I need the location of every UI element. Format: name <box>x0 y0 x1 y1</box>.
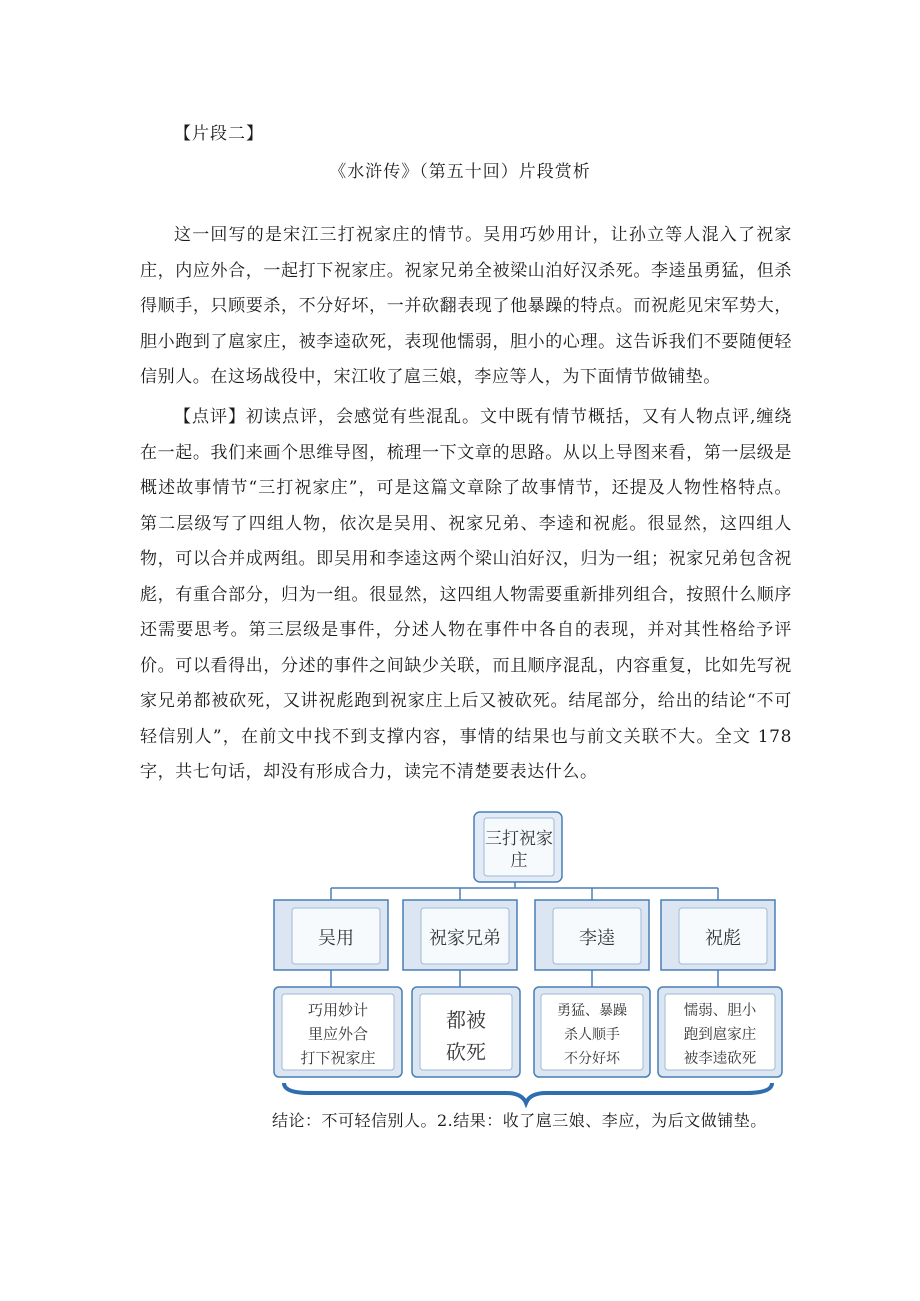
person-node-wuyong <box>274 900 388 970</box>
root-node <box>474 812 562 882</box>
person-node-zhu-brothers <box>403 900 517 970</box>
event-node-4 <box>658 987 782 1077</box>
root-label-line2: 庄 <box>510 851 528 871</box>
event-1-line1: 巧用妙计 <box>307 1001 369 1019</box>
person-node-likui <box>535 900 649 970</box>
mind-map-diagram <box>270 800 790 1110</box>
page-title: 《水浒传》（第五十回）片段赏析 <box>329 162 591 182</box>
comment-paragraph: 【点评】初读点评，会感觉有些混乱。文中既有情节概括，又有人物点评,缠绕在一起。我们来画个思维导图，梳理一下文章的思路。从以上导图来看，第一层级是概述故事情节“三打祝家庄”，可是这篇文章除了故事情节，还提及人物性格特点。第二层级写了四组人物，依次是吴用、祝家兄弟、李逵和祝彪。很显然，这四组人物，可以合并成两组。即吴用和李逵这两个梁山泊好汉，归为一组；祝家兄弟包含祝彪，有重合部分，归为一组。很显然，这四组人物需要重新排列组合，按照什么顺序还需要思考。第三层级是事件，分述人物在事件中各自的表现，并对其性格给予评价。可以看得出，分述的事件之间缺少关联，而且顺序混乱，内容重复，比如先写祝家兄弟都被砍死，又讲祝彪跑到祝家庄上后又被砍死。结尾部分，给出的结论“不可轻信别人”，在前文中找不到支撑内容，事情的结果也与前文关联不大。全文 178 字，共七句话，却没有形成合力，读完不清楚要表达什么。 <box>140 407 792 782</box>
person-label-1: 吴用 <box>318 928 354 949</box>
person-label-2: 祝家兄弟 <box>429 928 501 949</box>
event-4-line2: 跑到扈家庄 <box>683 1027 757 1043</box>
event-2-line2: 砍死 <box>446 1040 486 1064</box>
bottom-brace <box>284 1083 772 1103</box>
event-3-line1: 勇猛、暴躁 <box>557 1003 627 1019</box>
event-1-line2: 里应外合 <box>307 1025 369 1043</box>
conclusion-line: 结论：不可轻信别人。2.结果：收了扈三娘、李应，为后文做铺垫。 <box>272 1111 767 1130</box>
summary-paragraph: 这一回写的是宋江三打祝家庄的情节。吴用巧妙用计，让孙立等人混入了祝家庄，内应外合，一起打下祝家庄。祝家兄弟全被梁山泊好汉杀死。李逵虽勇猛，但杀得顺手，只顾要杀，不分好坏，一并砍翻表现了他暴躁的特点。而祝彪见宋军势大，胆小跑到了扈家庄，被李逵砍死，表现他懦弱，胆小的心理。这告诉我们不要随便轻信别人。在这场战役中，宋江收了扈三娘，李应等人，为下面情节做铺垫。 <box>140 225 792 387</box>
person-label-4: 祝彪 <box>705 928 741 949</box>
event-node-2 <box>412 987 520 1077</box>
root-label-line1: 三打祝家 <box>485 829 553 849</box>
segment-label: 【片段二】 <box>174 124 264 144</box>
person-label-3: 李逵 <box>579 928 615 949</box>
event-node-3 <box>534 987 650 1077</box>
event-3-line2: 杀人顺手 <box>564 1027 620 1043</box>
person-node-zhubiao <box>661 900 775 970</box>
event-4-line1: 懦弱、胆小 <box>683 1003 757 1019</box>
event-4-line3: 被李逵砍死 <box>683 1051 757 1067</box>
event-node-1 <box>274 987 402 1077</box>
event-1-line3: 打下祝家庄 <box>300 1049 376 1067</box>
event-2-line1: 都被 <box>446 1008 486 1032</box>
event-3-line3: 不分好坏 <box>564 1051 620 1067</box>
